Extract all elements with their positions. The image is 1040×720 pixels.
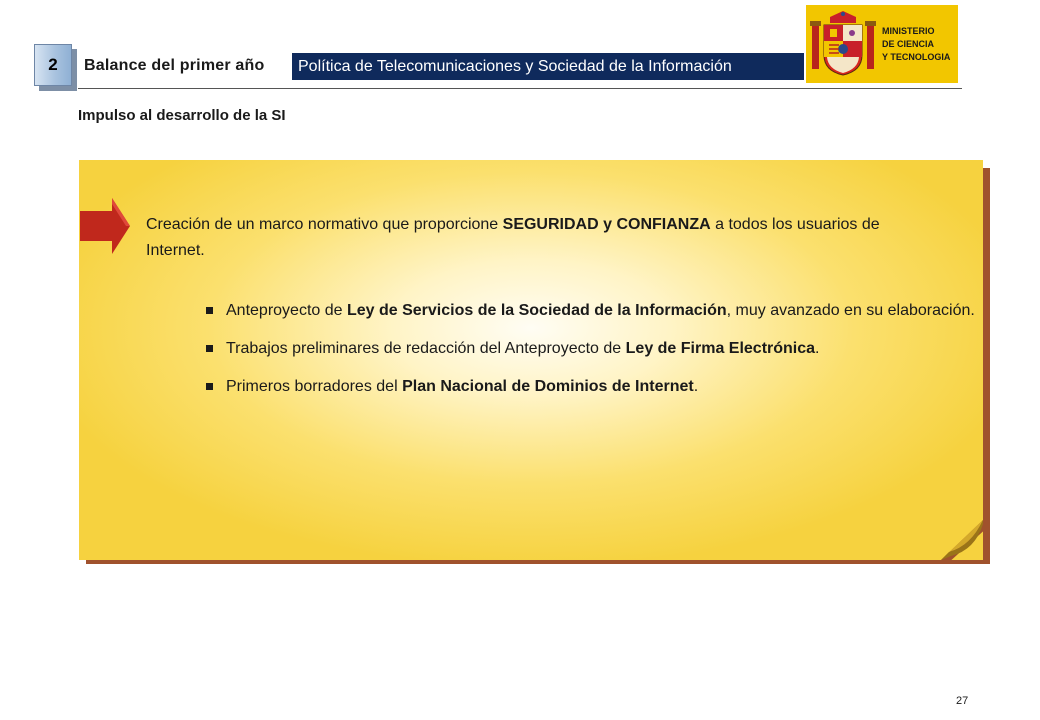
ministry-shield-logo <box>810 9 876 79</box>
logo-text <box>882 25 950 64</box>
bullet-text: . <box>693 378 699 395</box>
bullet-emphasis: Ley de Servicios de la Sociedad de la Información <box>346 302 727 319</box>
bullet-emphasis: Plan Nacional de Dominios de Internet <box>402 378 694 395</box>
section-number-badge <box>34 44 78 92</box>
bullet-square-icon <box>206 383 213 390</box>
bullet-text: Primeros borradores del <box>226 378 403 395</box>
logo-line: MINISTERIO <box>882 25 935 36</box>
header-banner <box>292 53 804 80</box>
page-number: 27 <box>956 695 969 707</box>
list-item <box>206 298 976 324</box>
main-statement <box>146 212 926 264</box>
bullet-text: Anteproyecto de <box>226 302 347 319</box>
section-number: 2 <box>34 44 72 86</box>
main-text-part: a todos los usuarios de Internet. <box>146 216 880 259</box>
header-divider <box>78 88 962 89</box>
bullet-text: . <box>815 340 820 357</box>
list-item <box>206 374 976 400</box>
logo-line: DE CIENCIA <box>882 38 935 49</box>
main-text-part: Creación de un marco normativo que proporcione <box>146 216 503 233</box>
logo-line: Y TECNOLOGIA <box>882 51 951 62</box>
ministry-logo <box>806 5 958 83</box>
bullet-list <box>206 298 976 412</box>
subtitle: Impulso al desarrollo de la SI <box>78 107 286 124</box>
bullet-text: , muy avanzado en su elaboración. <box>726 302 975 319</box>
section-title: Balance del primer año <box>84 57 265 74</box>
bullet-emphasis: Ley de Firma Electrónica <box>625 340 816 357</box>
note-folded-corner <box>941 520 989 564</box>
main-text-emphasis: SEGURIDAD y CONFIANZA <box>502 216 711 233</box>
bullet-text: Trabajos preliminares de redacción del Anteproyecto de <box>226 340 626 357</box>
list-item <box>206 336 976 362</box>
red-arrow-icon <box>80 198 130 254</box>
bullet-square-icon <box>206 307 213 314</box>
banner-text: Política de Telecomunicaciones y Sociedad de la Información <box>298 57 732 75</box>
bullet-square-icon <box>206 345 213 352</box>
